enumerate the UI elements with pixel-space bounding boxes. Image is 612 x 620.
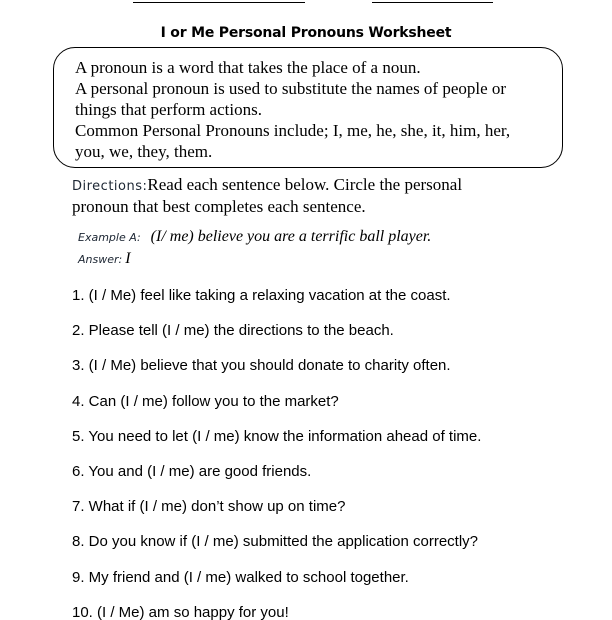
answer-label: Answer: — [78, 253, 123, 266]
definition-line: Common Personal Pronouns include; I, me, he, she, it, him, her, — [75, 121, 511, 140]
question-item: 2. Please tell (I / me) the directions to the beach. — [72, 322, 394, 340]
example-sentence: (I/ me) believe you are a terrific ball player. — [150, 228, 432, 245]
directions-text: Read each sentence below. Circle the personal — [147, 175, 463, 194]
example-label: Example A: — [78, 231, 141, 244]
definition-text — [75, 57, 510, 162]
date-blank-line — [372, 2, 493, 3]
question-item: 1. (I / Me) feel like taking a relaxing vacation at the coast. — [72, 287, 451, 304]
example — [78, 228, 431, 246]
question-item: 9. My friend and (I / me) walked to school together. — [72, 568, 409, 586]
worksheet-title: I or Me Personal Pronouns Worksheet — [160, 25, 452, 41]
question-item: 7. What if (I / me) don’t show up on time? — [72, 498, 346, 516]
definition-line: A pronoun is a word that takes the place of a noun. — [75, 58, 421, 77]
question-item: 8. Do you know if (I / me) submitted the application correctly? — [72, 533, 479, 551]
question-item: 4. Can (I / me) follow you to the market? — [72, 392, 339, 410]
example-answer — [78, 250, 131, 268]
question-list — [72, 286, 481, 620]
question-item: 10. (I / Me) am so happy for you! — [72, 603, 289, 620]
question-item: 3. (I / Me) believe that you should donate to charity often. — [72, 357, 451, 375]
name-blank-line — [133, 2, 305, 3]
answer-value: I — [125, 250, 131, 267]
directions-text: pronoun that best completes each sentence. — [72, 197, 366, 216]
question-item: 5. You need to let (I / me) know the information ahead of time. — [72, 427, 482, 445]
definition-line: A personal pronoun is used to substitute the names of people or — [75, 79, 507, 98]
directions — [72, 174, 462, 218]
definition-line: things that perform actions. — [75, 100, 262, 119]
definition-line: you, we, they, them. — [75, 142, 213, 161]
question-item: 6. You and (I / me) are good friends. — [72, 462, 312, 480]
directions-label: Directions: — [72, 179, 148, 194]
